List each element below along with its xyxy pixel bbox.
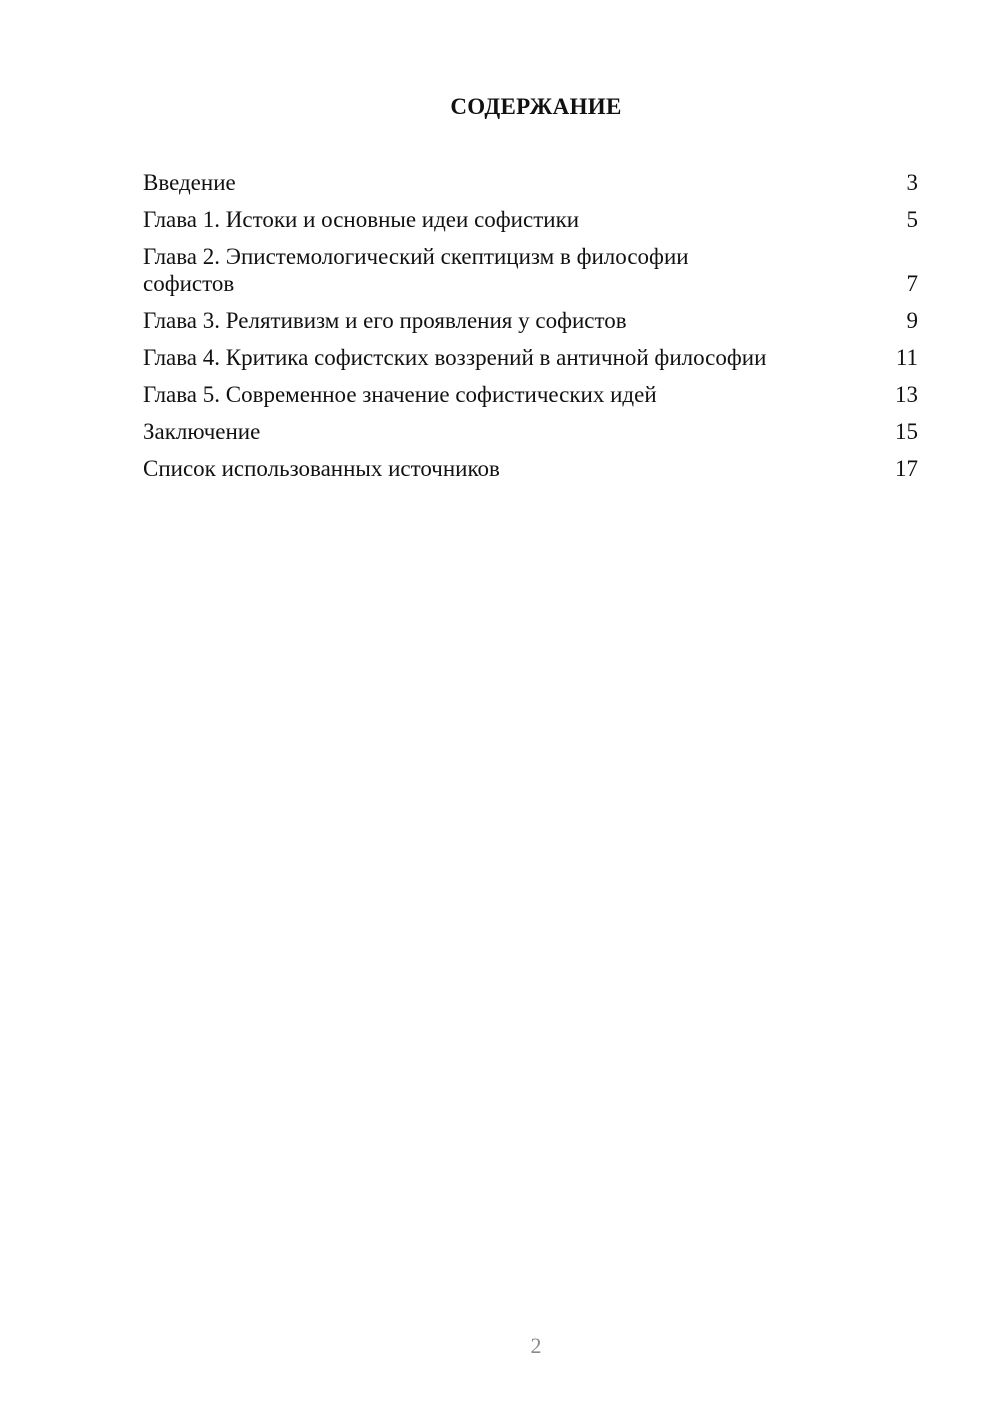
table-of-contents [143, 169, 918, 492]
toc-entry-label: Введение [143, 170, 236, 195]
toc-entry-conclusion [143, 418, 918, 445]
toc-entry-label: Список использованных источников [143, 456, 500, 481]
toc-entry-label: Глава 1. Истоки и основные идеи софистики [143, 207, 580, 232]
toc-entry-label: Глава 5. Современное значение софистических идей [143, 382, 657, 407]
toc-entry-page: 17 [895, 456, 918, 481]
toc-entry-page: 13 [895, 382, 918, 407]
toc-entry-page: 3 [906, 170, 918, 195]
toc-entry-chapter-3 [143, 307, 918, 334]
toc-entry-label: Глава 2. Эпистемологический скептицизм в философии софистов [143, 244, 689, 296]
toc-entry-references [143, 455, 918, 482]
toc-entry-page: 7 [906, 271, 918, 296]
page-title: СОДЕРЖАНИЕ [450, 94, 622, 119]
toc-entry-label: Заключение [143, 419, 261, 444]
toc-entry-page: 5 [906, 207, 918, 232]
toc-entry-page: 15 [895, 419, 918, 444]
toc-entry-chapter-2 [143, 243, 918, 297]
toc-entry-page: 11 [895, 345, 918, 370]
toc-entry-introduction [143, 169, 918, 196]
page-number: 2 [530, 1333, 542, 1358]
toc-entry-label: Глава 3. Релятивизм и его проявления у софистов [143, 308, 627, 333]
toc-entry-page: 9 [906, 308, 918, 333]
toc-entry-label: Глава 4. Критика софистских воззрений в античной философии [143, 345, 767, 370]
toc-entry-chapter-1 [143, 206, 918, 233]
toc-entry-chapter-4 [143, 344, 918, 371]
toc-entry-chapter-5 [143, 381, 918, 408]
